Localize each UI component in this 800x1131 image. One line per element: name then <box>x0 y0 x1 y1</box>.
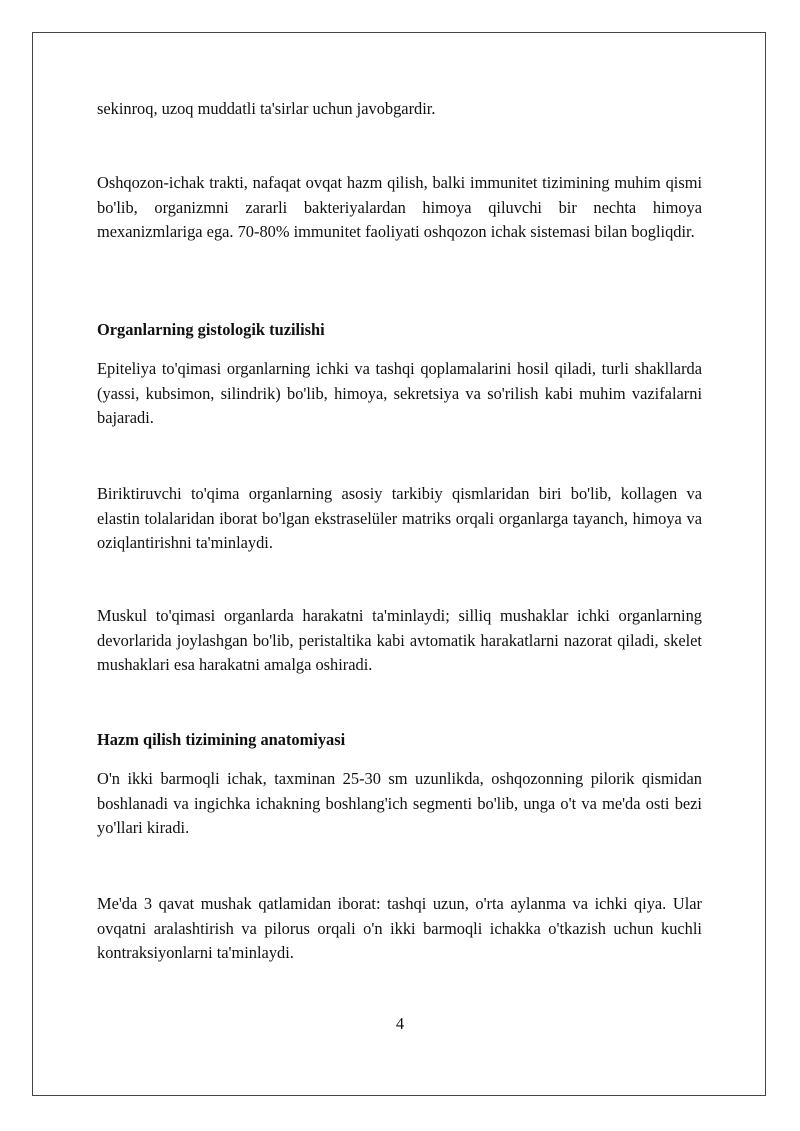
paragraph-continuation: sekinroq, uzoq muddatli ta'sirlar uchun javobgardir. <box>97 99 436 118</box>
paragraph-duodenum: O'n ikki barmoqli ichak, taxminan 25-30 sm uzunlikda, oshqozonning pilorik qismidan boshlanadi va ingichka ichakning boshlang'ich segmenti bo'lib, unga o't va me'da osti bezi yo'llari kiradi. <box>97 769 702 837</box>
heading-digestive-anatomy: Hazm qilish tizimining anatomiyasi <box>97 730 346 749</box>
paragraph-epithelial-tissue: Epiteliya to'qimasi organlarning ichki va tashqi qoplamalarini hosil qiladi, turli shakllarda (yassi, kubsimon, silindrik) bo'lib, himoya, sekretsiya va so'rilish kabi muhim vazifalarni bajaradi. <box>97 359 702 427</box>
paragraph-muscle-tissue: Muskul to'qimasi organlarda harakatni ta'minlaydi; silliq mushaklar ichki organlarning devorlarida joylashgan bo'lib, peristaltika kabi avtomatik harakatlarni nazorat qiladi, skelet mushaklari esa harakatni amalga oshiradi. <box>97 606 702 674</box>
paragraph-connective-tissue: Biriktiruvchi to'qima organlarning asosiy tarkibiy qismlaridan biri bo'lib, kollagen va elastin tolalaridan iborat bo'lgan ekstraselüler matriks orqali organlarga tayanch, himoya va oziqlantirishni ta'minlaydi. <box>97 484 702 552</box>
page-number: 4 <box>395 1014 405 1033</box>
heading-histology: Organlarning gistologik tuzilishi <box>97 320 325 339</box>
paragraph-stomach-muscle: Me'da 3 qavat mushak qatlamidan iborat: tashqi uzun, o'rta aylanma va ichki qiya. Ular ovqatni aralashtirish va pilorus orqali o'n ikki barmoqli ichakka o'tkazish uchun kuchli kontraksiyonlarni ta'minlaydi. <box>97 894 702 962</box>
paragraph-immune-system: Oshqozon-ichak trakti, nafaqat ovqat hazm qilish, balki immunitet tizimining muhim qismi bo'lib, organizmni zararli bakteriyalardan himoya qiluvchi bir nechta himoya mexanizmlariga ega. 70-80% immunitet faoliyati oshqozon ichak sistemasi bilan bogliqdir. <box>97 173 702 241</box>
